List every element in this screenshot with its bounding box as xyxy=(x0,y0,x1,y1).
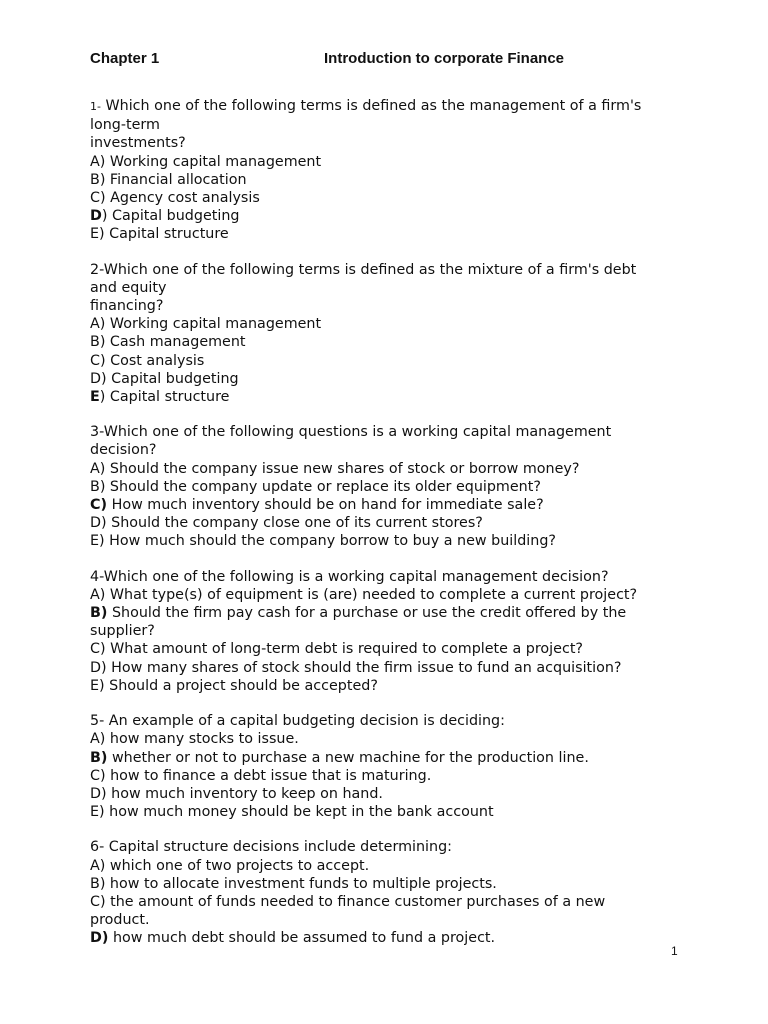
answer-option-d: D) Should the company close one of its current stores? xyxy=(90,515,483,532)
chapter-label: Chapter 1 xyxy=(90,50,160,67)
question-stem-line: 4-Which one of the following is a working capital management decision? xyxy=(90,568,609,585)
question-stem-line: 5- An example of a capital budgeting decision is deciding: xyxy=(90,713,505,730)
question-stem-line: 2-Which one of the following terms is defined as the mixture of a firm's debt xyxy=(90,261,637,278)
question-number: 4- xyxy=(90,568,104,585)
answer-option-b-correct: B) Should the firm pay cash for a purchase or use the credit offered by the xyxy=(90,605,627,622)
answer-option-d-correct: D) Capital budgeting xyxy=(90,208,240,225)
answer-option-b: B) Cash management xyxy=(90,334,246,351)
question-number: 1- xyxy=(90,100,101,113)
page-number: 1 xyxy=(671,944,678,958)
question-stem-line: and equity xyxy=(90,279,167,296)
answer-option-b-correct: B) whether or not to purchase a new machine for the production line. xyxy=(90,749,589,766)
answer-option-b: B) Financial allocation xyxy=(90,171,247,188)
answer-option-b: B) how to allocate investment funds to multiple projects. xyxy=(90,875,497,892)
answer-option-a: A) Working capital management xyxy=(90,153,322,170)
question-5 xyxy=(90,712,690,821)
answer-option-e: E) Capital structure xyxy=(90,226,229,243)
correct-answer-marker: B) xyxy=(90,605,108,622)
answer-option-d: D) how much inventory to keep on hand. xyxy=(90,785,383,802)
question-6 xyxy=(90,838,690,947)
answer-option-c: C) Agency cost analysis xyxy=(90,190,260,207)
answer-option-e: E) Should a project should be accepted? xyxy=(90,677,378,694)
question-number: 3- xyxy=(90,424,104,441)
answer-option-d: D) How many shares of stock should the firm issue to fund an acquisition? xyxy=(90,659,622,676)
answer-option-a: A) Should the company issue new shares of stock or borrow money? xyxy=(90,460,580,477)
question-4 xyxy=(90,568,690,695)
question-3 xyxy=(90,423,690,550)
answer-option-d: D) Capital budgeting xyxy=(90,370,239,387)
correct-answer-marker: C) xyxy=(90,497,108,514)
question-stem-line: financing? xyxy=(90,298,164,315)
document-title: Introduction to corporate Finance xyxy=(324,50,565,67)
answer-option-a: A) which one of two projects to accept. xyxy=(90,857,370,874)
question-stem-line: long-term xyxy=(90,117,160,134)
answer-option-a: A) What type(s) of equipment is (are) needed to complete a current project? xyxy=(90,586,638,603)
answer-option-continuation: supplier? xyxy=(90,623,155,640)
answer-option-c: C) the amount of funds needed to finance customer purchases of a new xyxy=(90,893,606,910)
answer-option-a: A) Working capital management xyxy=(90,316,322,333)
answer-option-e: E) how much money should be kept in the bank account xyxy=(90,804,494,821)
page-header xyxy=(90,48,690,70)
answer-option-d-correct: D) how much debt should be assumed to fund a project. xyxy=(90,930,496,947)
question-stem-line: 1- Which one of the following terms is defined as the management of a firm's xyxy=(90,98,642,114)
answer-option-c: C) Cost analysis xyxy=(90,352,205,369)
question-list xyxy=(90,97,690,948)
question-number: 6- xyxy=(90,839,105,856)
question-stem-line: decision? xyxy=(90,442,157,459)
question-stem-line: 6- Capital structure decisions include determining: xyxy=(90,839,452,856)
answer-option-c: C) What amount of long-term debt is required to complete a project? xyxy=(90,641,584,658)
correct-answer-marker: B) xyxy=(90,749,108,766)
correct-answer-marker: E xyxy=(90,389,100,406)
question-2 xyxy=(90,261,690,407)
answer-option-e: E) How much should the company borrow to buy a new building? xyxy=(90,533,557,550)
correct-answer-marker: D xyxy=(90,208,102,225)
question-number: 5- xyxy=(90,713,105,730)
answer-option-c: C) how to finance a debt issue that is maturing. xyxy=(90,767,432,784)
correct-answer-marker: D) xyxy=(90,930,109,947)
answer-option-c-correct: C) How much inventory should be on hand for immediate sale? xyxy=(90,497,544,514)
answer-option-a: A) how many stocks to issue. xyxy=(90,731,299,748)
question-number: 2- xyxy=(90,261,104,278)
question-stem-line: investments? xyxy=(90,135,186,152)
answer-option-b: B) Should the company update or replace its older equipment? xyxy=(90,478,541,495)
question-1 xyxy=(90,97,690,244)
answer-option-continuation: product. xyxy=(90,912,150,929)
answer-option-e-correct: E) Capital structure xyxy=(90,389,230,406)
question-stem-line: 3-Which one of the following questions is a working capital management xyxy=(90,424,612,441)
